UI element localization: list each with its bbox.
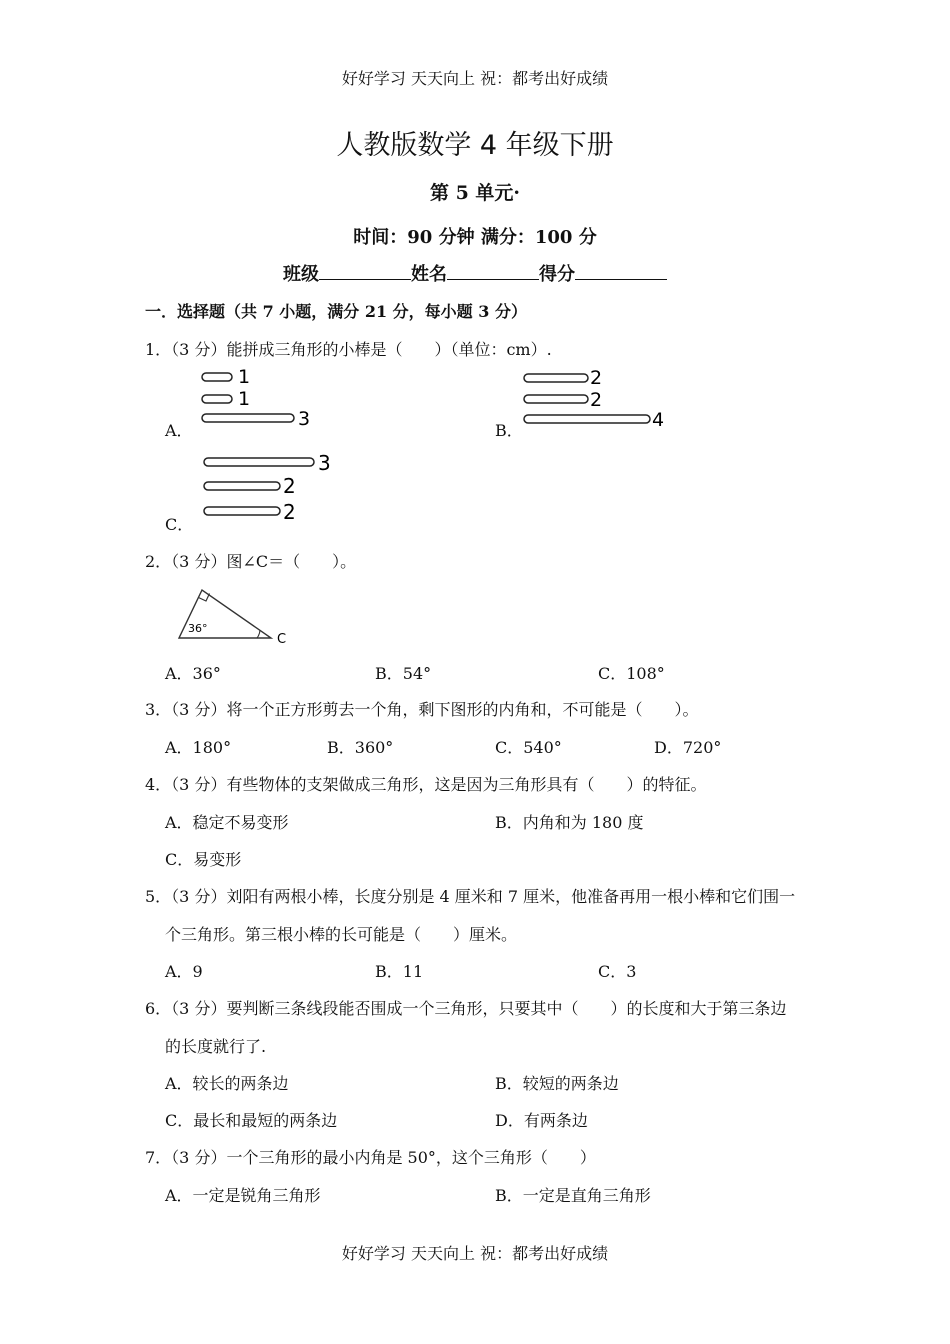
class-field: 班级 (283, 260, 411, 286)
stick-a1 (202, 373, 232, 381)
stick-b2-label: 2 (590, 389, 603, 411)
q5-option-b[interactable]: B．11 (375, 962, 424, 981)
name-blank[interactable] (447, 261, 539, 280)
stick-c1 (204, 458, 314, 466)
unit-title: 第 5 单元· (429, 182, 521, 204)
q1-option-c-label[interactable]: C． (165, 515, 194, 534)
q6-option-c[interactable]: C．最长和最短的两条边 (165, 1111, 338, 1130)
question-2-stem: 2．（3 分）图∠C＝（ ）。 (145, 552, 357, 571)
page-footer: 好好学习 天天向上 祝：都考出好成绩 (341, 1244, 609, 1263)
score-blank[interactable] (575, 261, 667, 280)
q2-option-a[interactable]: A．36° (165, 664, 221, 683)
question-6-stem-line-2: 的长度就行了. (165, 1037, 267, 1056)
q6-option-d[interactable]: D．有两条边 (495, 1111, 588, 1130)
stick-b2 (524, 395, 588, 403)
page-header: 好好学习 天天向上 祝：都考出好成绩 (341, 69, 609, 88)
section-heading: 一．选择题（共 7 小题，满分 21 分，每小题 3 分） (145, 302, 527, 321)
stick-c1-label: 3 (318, 451, 331, 475)
stick-c3 (204, 507, 280, 515)
q1-option-a-label[interactable]: A． (165, 421, 193, 440)
question-5-stem-line-1: 5．（3 分）刘阳有两根小棒，长度分别是 4 厘米和 7 厘米，他准备再用一根小棒和它们围一 (145, 887, 796, 906)
stick-a2 (202, 395, 232, 403)
q3-option-d[interactable]: D．720° (654, 738, 722, 757)
stick-c3-label: 2 (283, 500, 296, 524)
stick-a3-label: 3 (298, 408, 311, 430)
q4-option-a[interactable]: A．稳定不易变形 (165, 813, 289, 832)
q7-option-b[interactable]: B．一定是直角三角形 (495, 1186, 651, 1205)
stick-c2 (204, 482, 280, 490)
q1-option-b-sticks (520, 364, 680, 434)
q3-option-a[interactable]: A．180° (165, 738, 232, 757)
q3-option-c[interactable]: C．540° (495, 738, 562, 757)
q7-option-a[interactable]: A．一定是锐角三角形 (165, 1186, 321, 1205)
student-info-row (0, 260, 950, 286)
question-7-stem: 7．（3 分）一个三角形的最小内角是 50°，这个三角形（ ） (145, 1148, 596, 1167)
question-5-stem-line-2: 个三角形。第三根小棒的长可能是（ ）厘米。 (165, 925, 518, 944)
q2-option-b[interactable]: B．54° (375, 664, 432, 683)
time-info: 时间：90 分钟 满分：100 分 (353, 227, 597, 248)
angle-36-label: 36° (188, 622, 208, 635)
stick-a2-label: 1 (238, 388, 251, 410)
stick-b3 (524, 415, 650, 423)
name-field: 姓名 (411, 260, 539, 286)
q5-option-a[interactable]: A．9 (165, 962, 203, 981)
vertex-c-label: C (277, 632, 287, 647)
q6-option-a[interactable]: A．较长的两条边 (165, 1074, 289, 1093)
angle-c-arc (257, 630, 260, 638)
question-6-stem-line-1: 6．（3 分）要判断三条线段能否围成一个三角形，只要其中（ ）的长度和大于第三条边 (145, 999, 787, 1018)
stick-b3-label: 4 (652, 409, 665, 431)
q1-option-a-sticks (198, 364, 328, 434)
stick-c2-label: 2 (283, 474, 296, 498)
stick-b1-label: 2 (590, 367, 603, 389)
q2-triangle-figure (172, 584, 297, 648)
q3-option-b[interactable]: B．360° (327, 738, 394, 757)
q2-option-c[interactable]: C．108° (598, 664, 665, 683)
q1-option-b-label[interactable]: B． (495, 421, 523, 440)
stick-b1 (524, 374, 588, 382)
q1-option-c-sticks (198, 448, 348, 528)
question-3-stem: 3．（3 分）将一个正方形剪去一个角，剩下图形的内角和，不可能是（ ）。 (145, 700, 699, 719)
score-field: 得分 (539, 260, 667, 286)
question-1-stem: 1．（3 分）能拼成三角形的小棒是（ ）（单位：cm）. (145, 340, 552, 359)
stick-a3 (202, 414, 294, 422)
q4-option-c[interactable]: C．易变形 (165, 850, 242, 869)
question-4-stem: 4．（3 分）有些物体的支架做成三角形，这是因为三角形具有（ ）的特征。 (145, 775, 707, 794)
page-title: 人教版数学 4 年级下册 (336, 130, 614, 161)
class-blank[interactable] (319, 261, 411, 280)
stick-a1-label: 1 (238, 366, 251, 388)
q4-option-b[interactable]: B．内角和为 180 度 (495, 813, 644, 832)
q5-option-c[interactable]: C．3 (598, 962, 637, 981)
q6-option-b[interactable]: B．较短的两条边 (495, 1074, 619, 1093)
